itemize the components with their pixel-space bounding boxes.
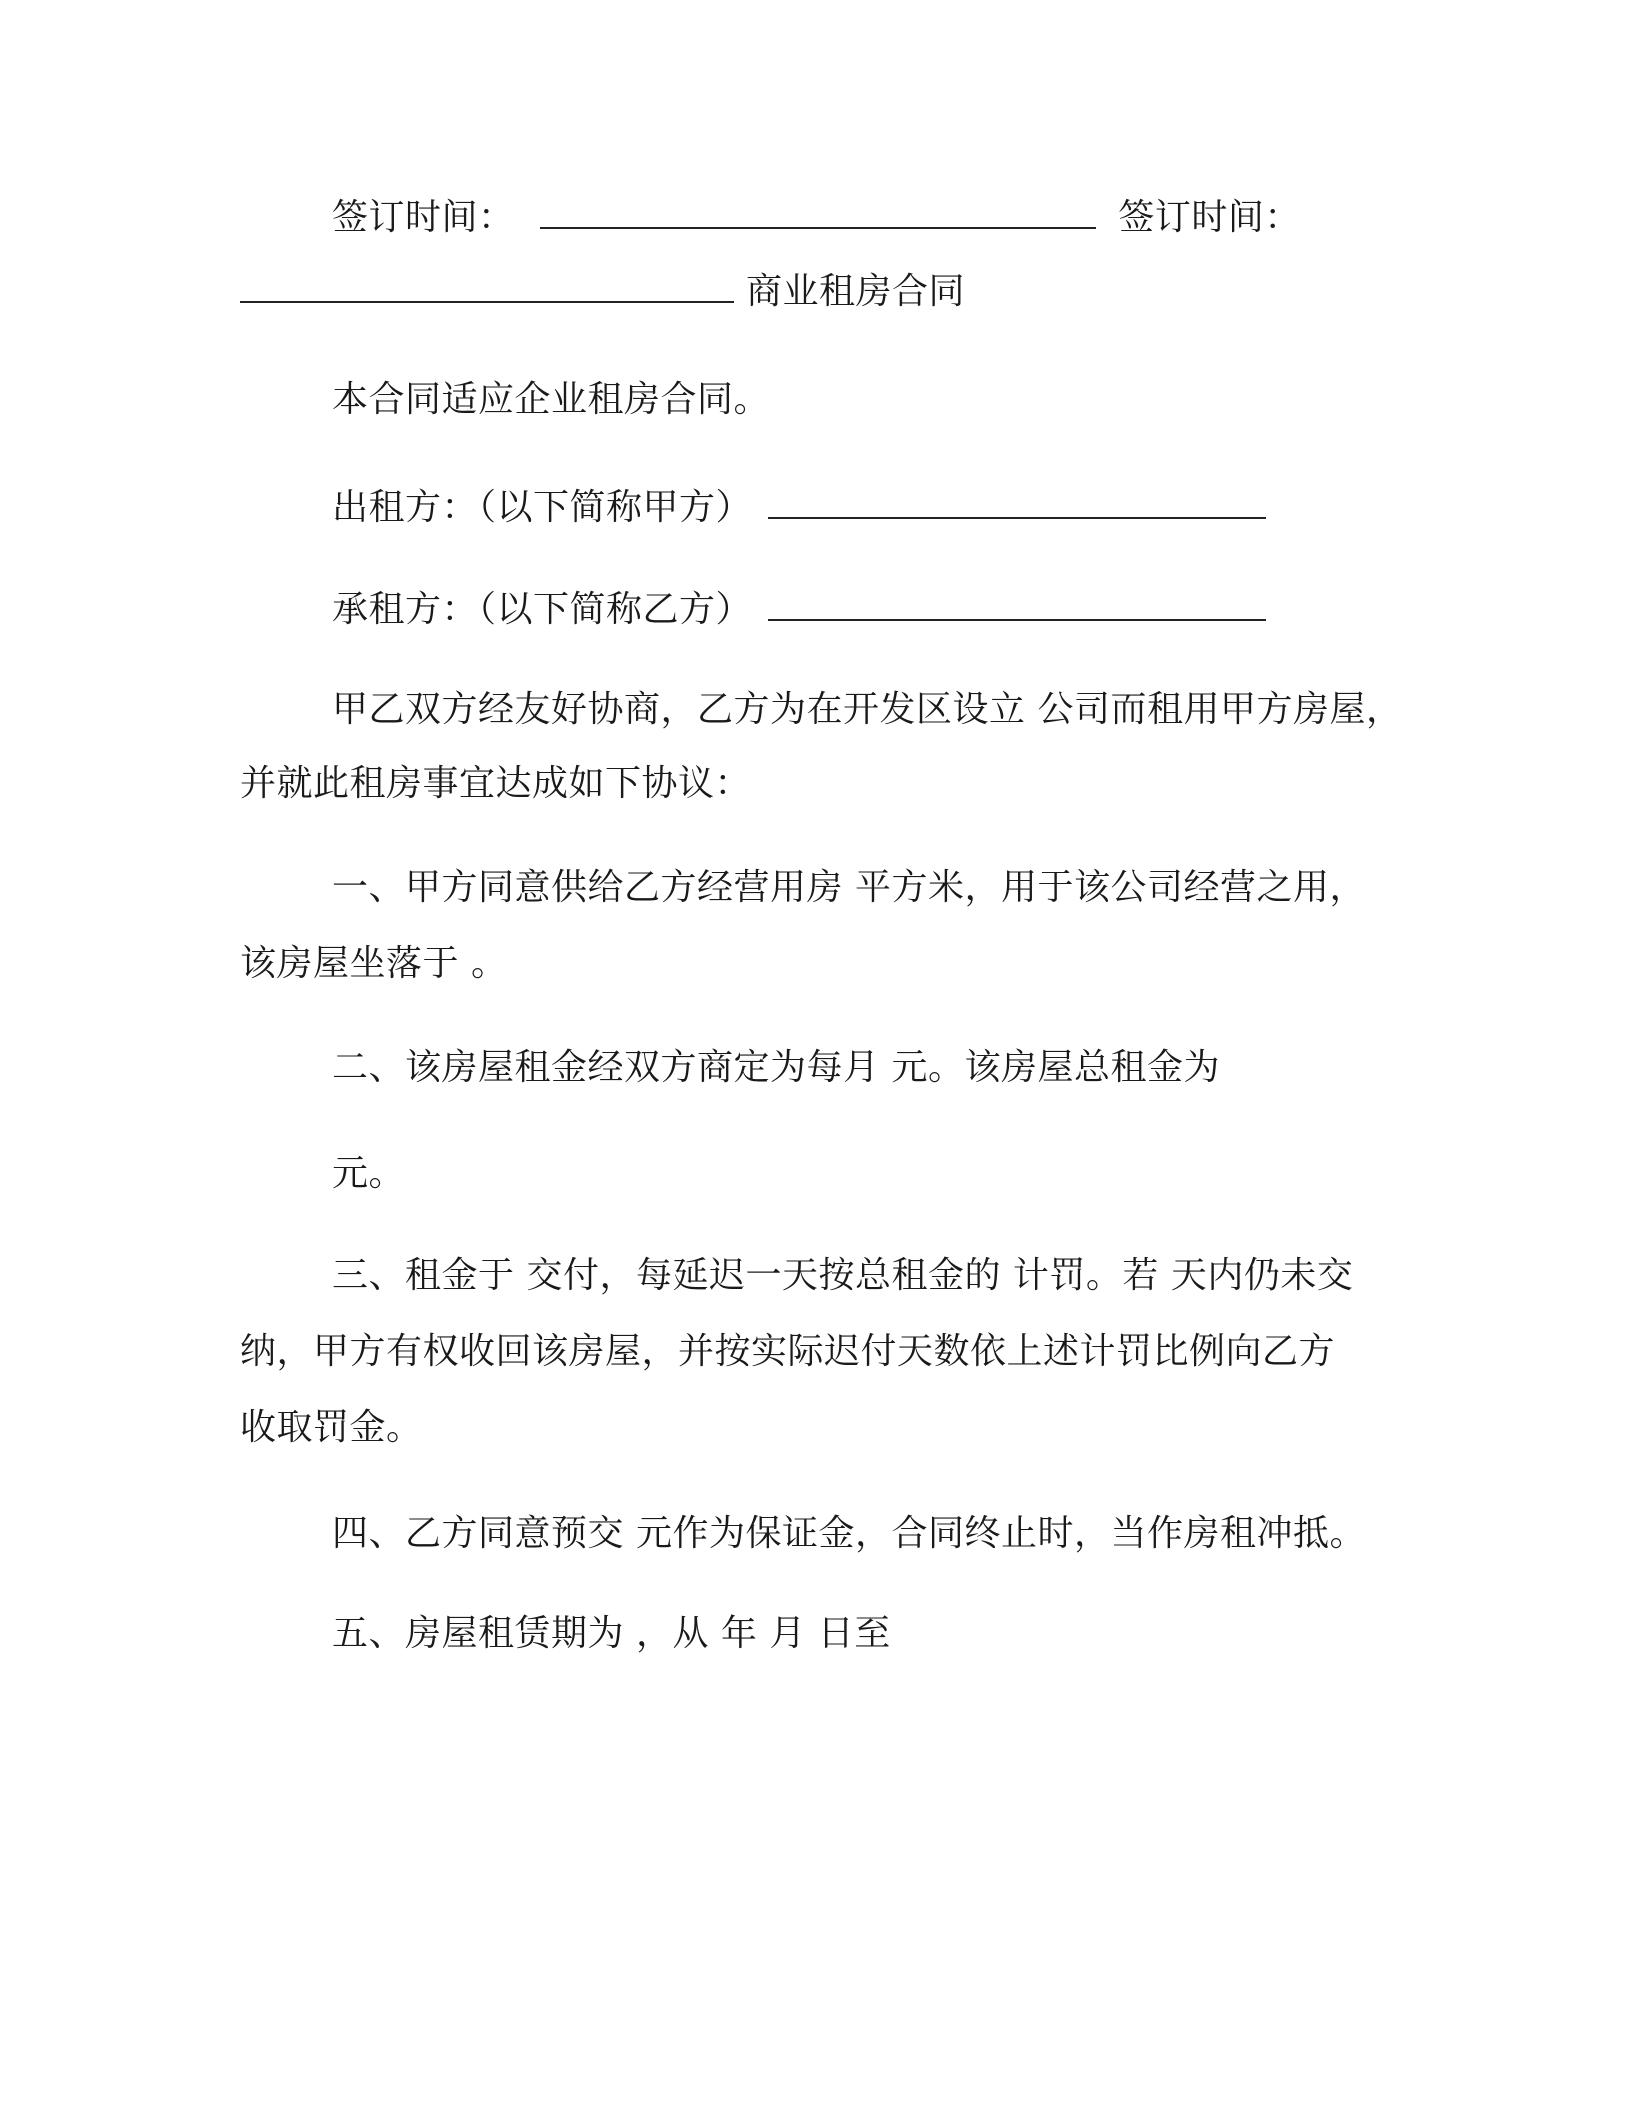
clause-1-line-1: 一、甲方同意供给乙方经营用房 平方米，用于该公司经营之用， bbox=[332, 867, 1366, 908]
sign-time-label: 签订时间： bbox=[332, 197, 515, 238]
preamble-line-2: 并就此租房事宜达成如下协议： bbox=[240, 763, 752, 804]
clause-1-line-2: 该房屋坐落于 。 bbox=[240, 943, 508, 984]
lessee-row bbox=[332, 590, 1266, 630]
preamble-line-1: 甲乙双方经友好协商，乙方为在开发区设立 公司而租用甲方房屋， bbox=[332, 689, 1403, 730]
clause-2-line-2: 元。 bbox=[332, 1153, 406, 1194]
title-row bbox=[240, 272, 965, 312]
sign-time-blank-2 bbox=[240, 273, 734, 303]
clause-3-line-2: 纳，甲方有权收回该房屋，并按实际迟付天数依上述计罚比例向乙方 bbox=[240, 1331, 1336, 1372]
lessor-label: 出租方：（以下简称甲方） bbox=[332, 487, 753, 528]
clause-2-line-1: 二、该房屋租金经双方商定为每月 元。该房屋总租金为 bbox=[332, 1047, 1220, 1088]
lessee-blank bbox=[768, 591, 1266, 621]
sign-time-row bbox=[332, 198, 1301, 238]
clause-5: 五、房屋租赁期为 ，从 年 月 日至 bbox=[332, 1613, 891, 1654]
intro-text: 本合同适应企业租房合同。 bbox=[332, 379, 771, 420]
lessor-row bbox=[332, 488, 1266, 528]
lessor-blank bbox=[768, 489, 1266, 519]
clause-4: 四、乙方同意预交 元作为保证金，合同终止时，当作房租冲抵。 bbox=[332, 1513, 1366, 1554]
clause-3-line-3: 收取罚金。 bbox=[240, 1407, 423, 1448]
lessee-label: 承租方：（以下简称乙方） bbox=[332, 589, 753, 630]
clause-3-line-1: 三、租金于 交付，每延迟一天按总租金的 计罚。若 天内仍未交 bbox=[332, 1255, 1354, 1296]
document-title: 商业租房合同 bbox=[745, 271, 965, 312]
sign-time-label-2: 签订时间： bbox=[1118, 197, 1301, 238]
sign-time-blank bbox=[540, 199, 1096, 229]
